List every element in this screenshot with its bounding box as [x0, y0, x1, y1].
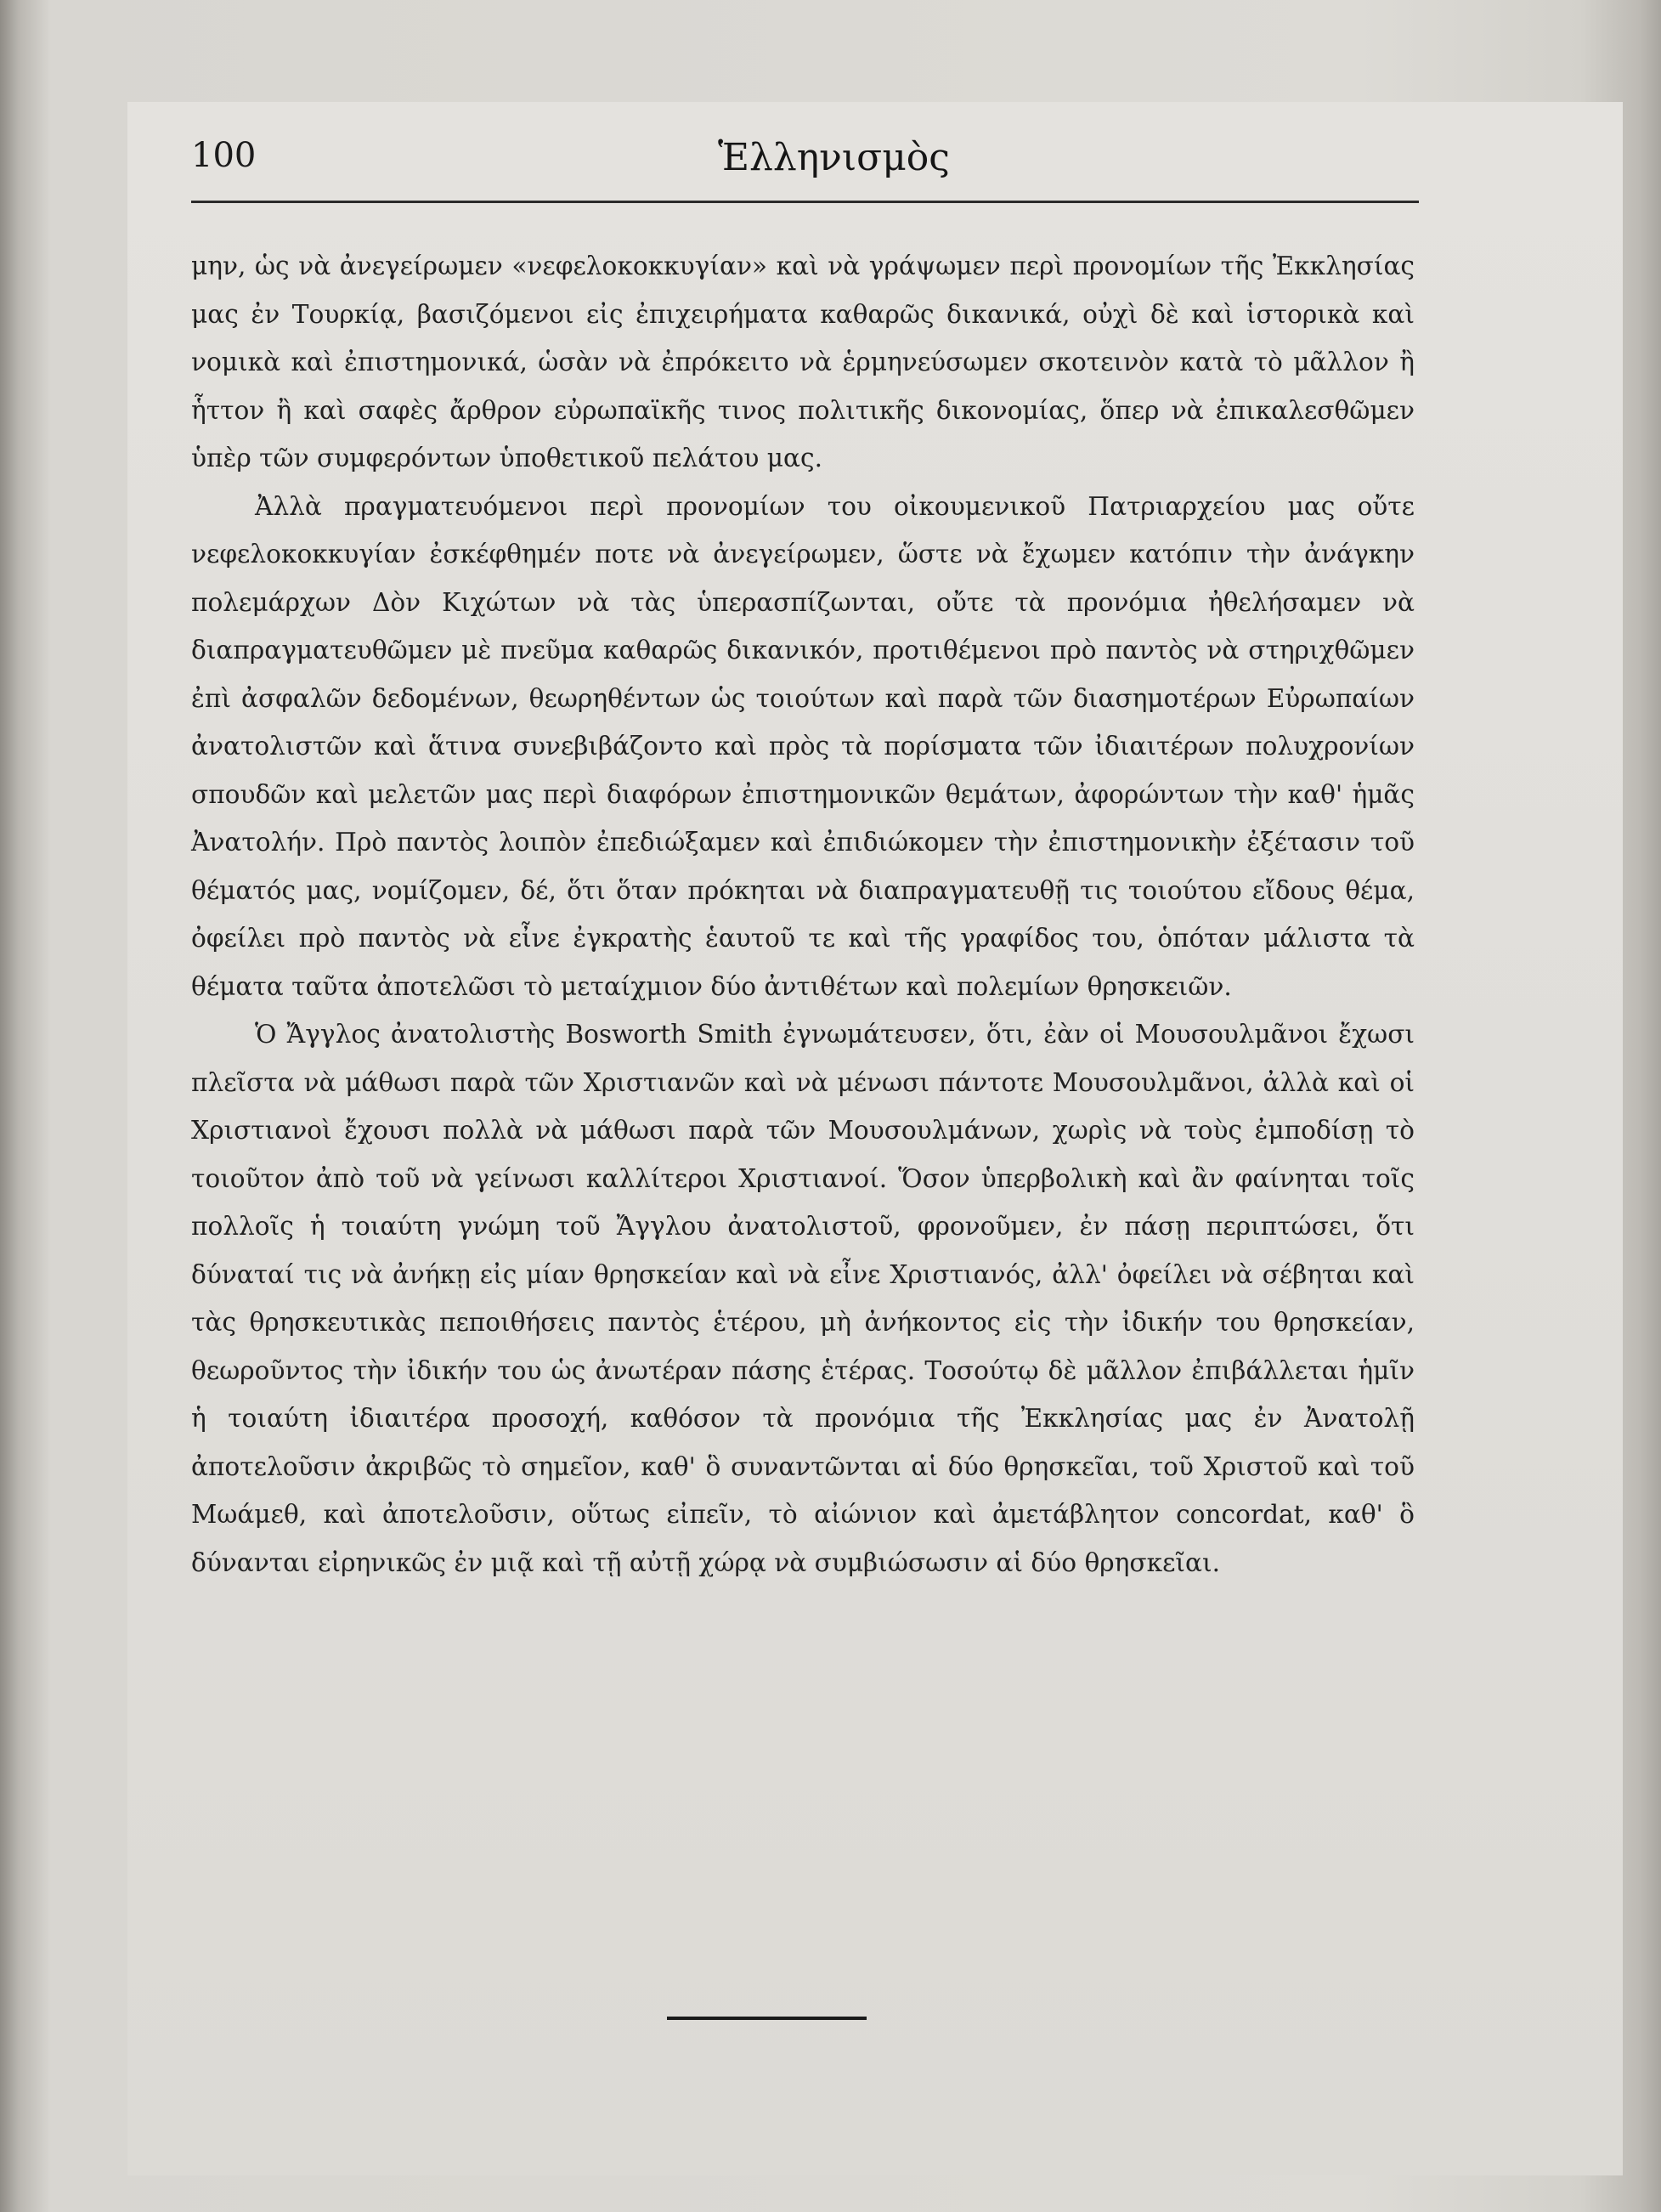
page-header [191, 136, 1415, 195]
paragraph-privileges: Ἀλλὰ πραγματευόμενοι περὶ προνομίων του οἰκουμενικοῦ Πατριαρχείου μας οὔτε νεφελοκοκκυγίαν ἐσκέφθημέν ποτε νὰ ἀνεγείρωμεν, ὥστε νὰ ἔχωμεν κατόπιν τὴν ἀνάγκην πολεμάρχων Δὸν Κιχώτων νὰ τὰς ὑπερασπίζωνται, οὔτε τὰ προνόμια ἠθελήσαμεν νὰ διαπραγματευθῶμεν μὲ πνεῦμα καθαρῶς δικανικόν, προτιθέμενοι πρὸ παντὸς νὰ στηριχθῶμεν ἐπὶ ἀσφαλῶν δεδομένων, θεωρηθέντων ὡς τοιούτων καὶ παρὰ τῶν διασημοτέρων Εὐρωπαίων ἀνατολιστῶν καὶ ἅτινα συνεβιβάζοντο καὶ πρὸς τὰ πορίσματα τῶν ἰδιαιτέρων πολυχρονίων σπουδῶν καὶ μελετῶν μας περὶ διαφόρων ἐπιστημονικῶν θεμάτων, ἀφορώντων τὴν καθ' ἡμᾶς Ἀνατολήν. Πρὸ παντὸς λοιπὸν ἐπεδιώξαμεν καὶ ἐπιδιώκομεν τὴν ἐπιστημονικὴν ἐξέτασιν τοῦ θέματός μας, νομίζομεν, δέ, ὅτι ὅταν πρόκηται νὰ διαπραγματευθῇ τις τοιούτου εἴδους θέμα, ὀφείλει πρὸ παντὸς νὰ εἶνε ἐγκρατὴς ἑαυτοῦ τε καὶ τῆς γραφίδος του, ὁπόταν μάλιστα τὰ θέματα ταῦτα ἀποτελῶσι τὸ μεταίχμιον δύο ἀντιθέτων καὶ πολεμίων θρησκειῶν. [191, 491, 1415, 1001]
end-of-text-rule [667, 2017, 867, 2020]
page-number: 100 [191, 136, 257, 175]
paragraph-bosworth-smith: Ὁ Ἄγγλος ἀνατολιστὴς Bosworth Smith ἐγνωμάτευσεν, ὅτι, ἐὰν οἱ Μουσουλμᾶνοι ἔχωσι πλεῖστα νὰ μάθωσι παρὰ τῶν Χριστιανῶν καὶ νὰ μένωσι πάντοτε Μουσουλμᾶνοι, ἀλλὰ καὶ οἱ Χριστιανοὶ ἔχουσι πολλὰ νὰ μάθωσι παρὰ τῶν Μουσουλμάνων, χωρὶς νὰ τοὺς ἐμποδίσῃ τὸ τοιοῦτον ἀπὸ τοῦ νὰ γείνωσι καλλίτεροι Χριστιανοί. Ὅσον ὑπερβολικὴ καὶ ἂν φαίνηται τοῖς πολλοῖς ἡ τοιαύτη γνώμη τοῦ Ἄγγλου ἀνατολιστοῦ, φρονοῦμεν, ἐν πάσῃ περιπτώσει, ὅτι δύναταί τις νὰ ἀνήκῃ εἰς μίαν θρησκείαν καὶ νὰ εἶνε Χριστιανός, ἀλλ' ὀφείλει νὰ σέβηται καὶ τὰς θρησκευτικὰς πεποιθήσεις παντὸς ἑτέρου, μὴ ἀνήκοντος εἰς τὴν ἰδικήν του θρησκείαν, θεωροῦντος τὴν ἰδικήν του ὡς ἀνωτέραν πάσης ἑτέρας. Τοσούτῳ δὲ μᾶλλον ἐπιβάλλεται ἡμῖν ἡ τοιαύτη ἰδιαιτέρα προσοχή, καθόσον τὰ προνόμια τῆς Ἐκκλησίας μας ἐν Ἀνατολῇ ἀποτελοῦσιν ἀκριβῶς τὸ σημεῖον, καθ' ὃ συναντῶνται αἱ δύο θρησκεῖαι, τοῦ Χριστοῦ καὶ τοῦ Μωάμεθ, καὶ ἀποτελοῦσιν, οὕτως εἰπεῖν, τὸ αἰώνιον καὶ ἀμετάβλητον concordat, καθ' ὃ δύνανται εἰρηνικῶς ἐν μιᾷ καὶ τῇ αὐτῇ χώρᾳ νὰ συμβιώσωσιν αἱ δύο θρησκεῖαι. [191, 1020, 1415, 1577]
running-title: Ἑλληνισμὸς [718, 136, 950, 179]
header-rule [191, 201, 1419, 203]
paragraph-continued: μην, ὡς νὰ ἀνεγείρωμεν «νεφελοκοκκυγίαν» καὶ νὰ γράψωμεν περὶ προνομίων τῆς Ἐκκλησίας μας ἐν Τουρκίᾳ, βασιζόμενοι εἰς ἐπιχειρήματα καθαρῶς δικανικά, οὐχὶ δὲ καὶ ἱστορικὰ καὶ νομικὰ καὶ ἐπιστημονικά, ὡσὰν νὰ ἐπρόκειτο νὰ ἑρμηνεύσωμεν σκοτεινὸν κατὰ τὸ μᾶλλον ἢ ἧττον ἢ καὶ σαφὲς ἄρθρον εὐρωπαϊκῆς τινος πολιτικῆς δικονομίας, ὅπερ νὰ ἐπικαλεσθῶμεν ὑπὲρ τῶν συμφερόντων ὑποθετικοῦ πελάτου μας. [191, 252, 1415, 472]
body-text [191, 242, 1415, 1587]
